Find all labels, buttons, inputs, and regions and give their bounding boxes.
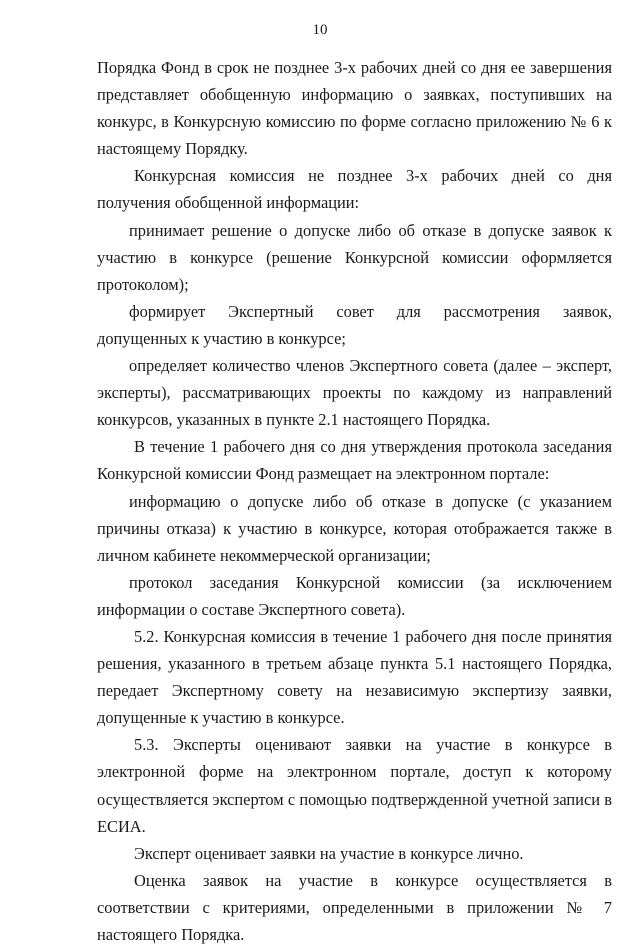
paragraph-expert-council: формирует Экспертный совет для рассмотрения заявок, допущенных к участию в конкурсе;: [97, 301, 612, 348]
paragraph-admission-info: информацию о допуске либо об отказе в допуске (с указанием причины отказа) к участию в конкурсе, которая отображается также в личном кабинете некоммерческой организации;: [97, 491, 612, 565]
paragraph-admission-decision: принимает решение о допуске либо об отказе в допуске заявок к участию в конкурсе (решение Конкурсной комиссии оформляется протоколом);: [97, 220, 612, 294]
paragraph-publication: В течение 1 рабочего дня со дня утверждения протокола заседания Конкурсной комиссии Фонд размещает на электронном портале:: [97, 437, 612, 484]
paragraph-section-5-3: 5.3. Эксперты оценивают заявки на участие в конкурсе в электронной форме на электронном портале, доступ к которому осуществляется экспертом с помощью подтвержденной учетной записи в ЕСИА.: [97, 735, 612, 836]
page-number: 10: [312, 22, 328, 38]
paragraph-expert-count: определяет количество членов Экспертного совета (далее – эксперт, эксперты), рассматривающих проекты по каждому из направлений конкурсов, указанных в пункте 2.1 настоящего Порядка.: [97, 356, 612, 430]
document-body: [97, 54, 612, 948]
paragraph-section-5-2: 5.2. Конкурсная комиссия в течение 1 рабочего дня после принятия решения, указанного в третьем абзаце пункта 5.1 настоящего Порядка, передает Экспертному совету на независимую экспертизу заявки, допущенные к участию в конкурсе.: [97, 626, 612, 728]
paragraph-continuation: Порядка Фонд в срок не позднее 3-х рабочих дней со дня ее завершения представляет обобщенную информацию о заявках, поступивших на конкурс, в Конкурсную комиссию по форме согласно приложению № 6 к настоящему Порядку.: [97, 58, 612, 159]
paragraph-protocol: протокол заседания Конкурсной комиссии (за исключением информации о составе Экспертного совета).: [97, 572, 612, 619]
paragraph-criteria: Оценка заявок на участие в конкурсе осуществляется в соответствии с критериями, определенными в приложении № 7 настоящего Порядка.: [97, 870, 612, 944]
paragraph-personal-evaluation: Эксперт оценивает заявки на участие в конкурсе лично.: [134, 843, 524, 863]
paragraph-commission-intro: Конкурсная комиссия не позднее 3-х рабочих дней со дня получения обобщенной информации:: [97, 166, 612, 213]
